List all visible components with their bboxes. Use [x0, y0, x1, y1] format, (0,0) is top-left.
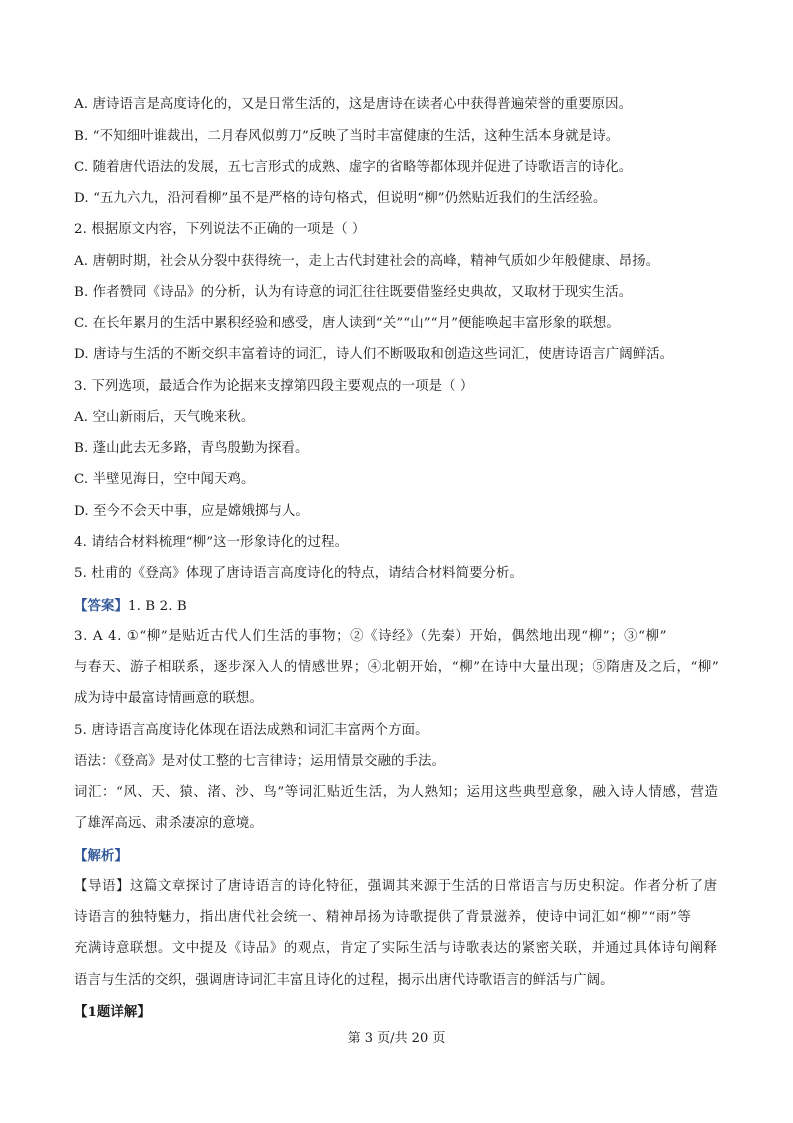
- q3-option-a: A. 空山新雨后，天气晚来秋。: [74, 410, 255, 425]
- q2-option-b: B. 作者赞同《诗品》的分析，认为有诗意的词汇往往既要借鉴经史典故，又取材于现实生活。: [74, 285, 633, 300]
- detail-label: 【1题详解】: [74, 1004, 151, 1020]
- analysis-label: 【解析】: [74, 848, 128, 864]
- answer-line-8: 了雄浑高远、肃杀凄凉的意境。: [74, 816, 263, 831]
- intro-line-3: 充满诗意联想。文中提及《诗品》的观点，肯定了实际生活与诗歌表达的紧密关联，并通过具体诗句阐释: [74, 941, 718, 956]
- answer-line-5: 5. 唐诗语言高度诗化体现在语法成熟和词汇丰富两个方面。: [74, 723, 429, 738]
- q1-option-a: A. 唐诗语言是高度诗化的，又是日常生活的，这是唐诗在读者心中获得普遍荣誉的重要原因。: [74, 97, 633, 112]
- intro-label: 【导语】: [74, 879, 130, 894]
- q3-option-d: D. 至今不会天中事，应是嫦娥掷与人。: [74, 504, 309, 519]
- answer-line-6: 语法：《登高》是对仗工整的七言律诗；运用情景交融的手法。: [74, 754, 446, 769]
- q3-stem: 3. 下列选项，最适合作为论据来支撑第四段主要观点的一项是（ ）: [74, 379, 474, 394]
- q2-option-c: C. 在长年累月的生活中累积经验和感受，唐人读到“关”“山”“月”便能唤起丰富形象的联想。: [74, 316, 620, 331]
- intro-line-2: 诗语言的独特魅力，指出唐代社会统一、精神昂扬为诗歌提供了背景滋养，使诗中词汇如“柳”“雨”等: [74, 910, 692, 925]
- q1-option-c: C. 随着唐代语法的发展，五七言形式的成熟、虚字的省略等都体现并促进了诗歌语言的诗化。: [74, 160, 633, 175]
- q2-option-a: A. 唐朝时期，社会从分裂中获得统一，走上古代封建社会的高峰，精神气质如少年般健康、昂扬。: [74, 254, 660, 269]
- q1-option-d: D. “五九六九，沿河看柳”虽不是严格的诗句格式，但说明“柳”仍然贴近我们的生活经验。: [74, 191, 607, 206]
- q2-option-d: D. 唐诗与生活的不断交织丰富着诗的词汇，诗人们不断吸取和创造这些词汇，使唐诗语言广阔鲜活。: [74, 347, 674, 362]
- answer-text-1: 1. B 2. B: [127, 599, 187, 614]
- intro-line-4: 语言与生活的交织，强调唐诗词汇丰富且诗化的过程，揭示出唐代诗歌语言的鲜活与广阔。: [74, 973, 614, 988]
- q5-stem: 5. 杜甫的《登高》体现了唐诗语言高度诗化的特点，请结合材料简要分析。: [74, 566, 524, 581]
- q2-stem: 2. 根据原文内容，下列说法不正确的一项是（ ）: [74, 222, 366, 237]
- q3-option-c: C. 半壁见海日，空中闻天鸡。: [74, 472, 255, 487]
- answer-line-2: 3. A 4. ①“柳”是贴近古代人们生活的事物；②《诗经》（先秦）开始，偶然地出现“柳”；③“柳”: [74, 629, 668, 644]
- answer-line-1: [74, 597, 724, 616]
- intro-text-1: 这篇文章探讨了唐诗语言的诗化特征，强调其来源于生活的日常语言与历史积淀。作者分析了唐: [129, 879, 718, 894]
- answer-label: 【答案】: [74, 598, 128, 614]
- q4-stem: 4. 请结合材料梳理“柳”这一形象诗化的过程。: [74, 535, 349, 550]
- intro-line-1: [74, 878, 724, 896]
- analysis-heading: [74, 847, 724, 866]
- q1-option-b: B. “不知细叶谁裁出，二月春风似剪刀”反映了当时丰富健康的生活，这种生活本身就是诗。: [74, 129, 620, 144]
- q3-option-b: B. 蓬山此去无多路，青鸟殷勤为探看。: [74, 441, 309, 456]
- answer-line-3: 与春天、游子相联系，逐步深入人的情感世界；④北朝开始，“柳”在诗中大量出现；⑤隋唐及之后，“柳”: [74, 660, 720, 675]
- page-footer: 第 3 页/共 20 页: [347, 1031, 446, 1046]
- detail-heading: [74, 1003, 724, 1022]
- answer-line-7: 词汇：“风、天、猿、渚、沙、鸟”等词汇贴近生活，为人熟知；运用这些典型意象，融入诗人情感，营造: [74, 785, 719, 800]
- answer-line-4: 成为诗中最富诗情画意的联想。: [74, 691, 263, 706]
